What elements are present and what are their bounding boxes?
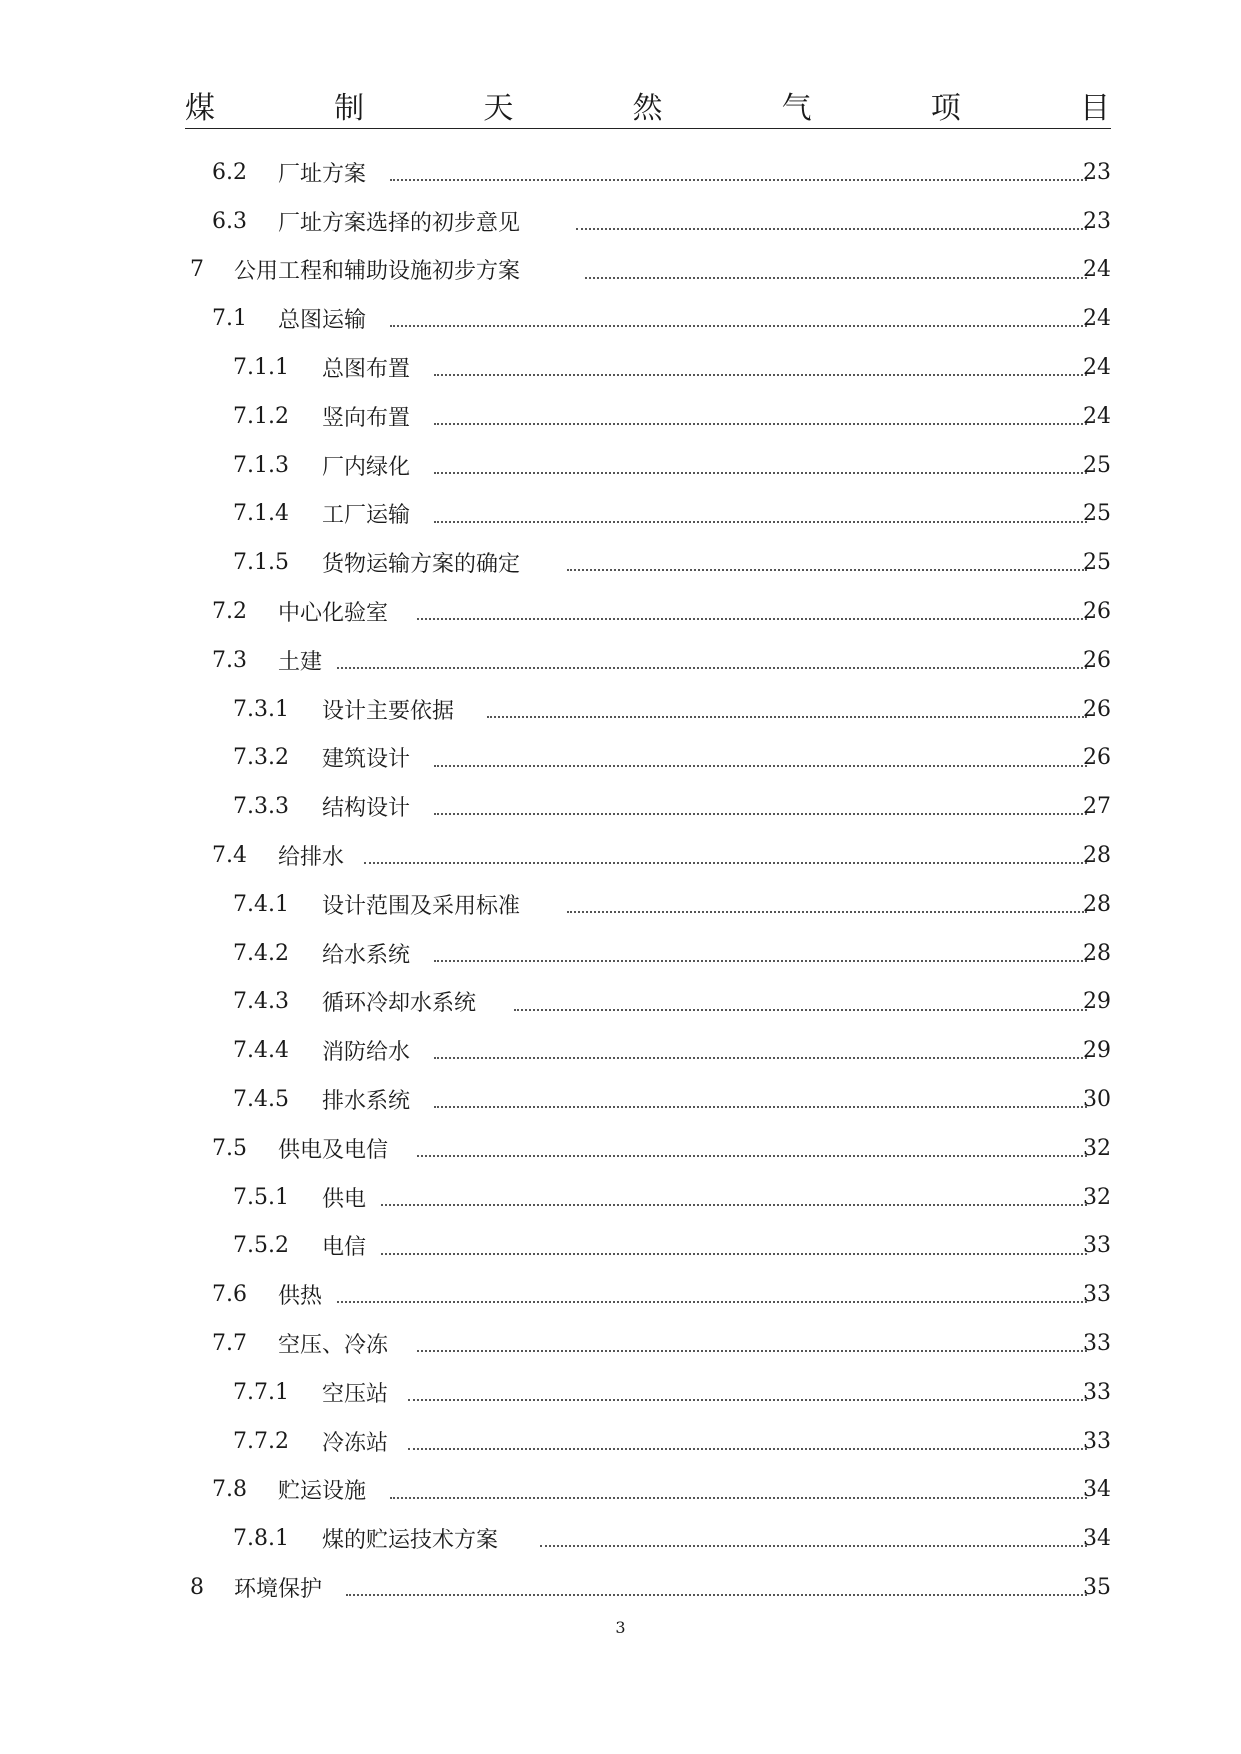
toc-entry[interactable] xyxy=(0,1466,1241,1515)
toc-entry[interactable] xyxy=(0,1173,1241,1222)
toc-entry-title: 消防给水 xyxy=(322,1040,411,1066)
toc-entry-number: 7.7.2 xyxy=(233,1428,289,1454)
toc-entry-title: 总图布置 xyxy=(322,357,411,383)
toc-entry-number: 7.2 xyxy=(212,599,247,625)
toc-entry-page: 23 xyxy=(1083,159,1111,185)
toc-entry-number: 7.3 xyxy=(212,647,247,673)
toc-entry-title: 结构设计 xyxy=(322,796,411,822)
toc-entry[interactable] xyxy=(0,782,1241,831)
toc-entry-number: 7.8 xyxy=(212,1477,247,1503)
toc-entry-page: 33 xyxy=(1083,1233,1111,1259)
toc-entry[interactable] xyxy=(0,1417,1241,1466)
toc-dot-leader xyxy=(408,1448,1088,1450)
toc-dot-leader xyxy=(346,1594,1087,1596)
toc-entry-page: 25 xyxy=(1083,452,1111,478)
header-char: 项 xyxy=(930,91,961,126)
toc-entry[interactable] xyxy=(0,1270,1241,1319)
page-number: 3 xyxy=(615,1618,626,1637)
toc-entry-title: 空压、冷冻 xyxy=(278,1333,389,1359)
toc-entry-page: 28 xyxy=(1083,891,1111,917)
toc-entry-number: 7.8.1 xyxy=(233,1526,289,1552)
toc-dot-leader xyxy=(434,374,1087,376)
toc-entry[interactable] xyxy=(0,685,1241,734)
toc-entry-title: 厂址方案 xyxy=(278,161,367,187)
toc-entry-page: 26 xyxy=(1083,599,1111,625)
toc-entry[interactable] xyxy=(0,538,1241,587)
header-rule xyxy=(185,128,1111,129)
toc-entry-page: 28 xyxy=(1083,843,1111,869)
toc-dot-leader xyxy=(567,911,1088,913)
toc-entry-page: 29 xyxy=(1083,1038,1111,1064)
toc-entry-number: 7.3.1 xyxy=(233,696,289,722)
toc-dot-leader xyxy=(390,179,1087,181)
toc-dot-leader xyxy=(417,618,1088,620)
toc-entry-number: 7.6 xyxy=(212,1282,247,1308)
toc-entry-number: 7.5 xyxy=(212,1135,247,1161)
toc-entry-number: 7 xyxy=(190,257,204,283)
toc-entry-page: 30 xyxy=(1083,1087,1111,1113)
toc-dot-leader xyxy=(434,1106,1087,1108)
toc-dot-leader xyxy=(390,1497,1087,1499)
running-header xyxy=(185,83,1110,127)
toc-entry-title: 贮运设施 xyxy=(278,1479,367,1505)
toc-entry-page: 33 xyxy=(1083,1331,1111,1357)
toc-entry-title: 公用工程和辅助设施初步方案 xyxy=(234,259,521,285)
toc-dot-leader xyxy=(434,521,1087,523)
toc-dot-leader xyxy=(390,325,1087,327)
header-char: 然 xyxy=(632,91,663,126)
toc-entry[interactable] xyxy=(0,1124,1241,1173)
toc-entry-page: 28 xyxy=(1083,940,1111,966)
toc-entry-number: 7.4.5 xyxy=(233,1087,289,1113)
toc-entry-title: 循环冷却水系统 xyxy=(322,991,477,1017)
toc-entry-number: 7.1.3 xyxy=(233,452,289,478)
toc-entry-number: 7.4.2 xyxy=(233,940,289,966)
toc-entry[interactable] xyxy=(0,441,1241,490)
toc-entry[interactable] xyxy=(0,587,1241,636)
toc-entry[interactable] xyxy=(0,831,1241,880)
toc-dot-leader xyxy=(337,667,1087,669)
toc-entry-number: 7.1.1 xyxy=(233,355,289,381)
toc-entry-number: 7.4 xyxy=(212,843,247,869)
toc-entry-title: 竖向布置 xyxy=(322,405,411,431)
header-char: 制 xyxy=(334,91,365,126)
toc-entry[interactable] xyxy=(0,246,1241,295)
toc-dot-leader xyxy=(417,1155,1088,1157)
toc-entry[interactable] xyxy=(0,197,1241,246)
toc-entry-page: 24 xyxy=(1083,403,1111,429)
table-of-contents xyxy=(0,148,1241,1612)
toc-dot-leader xyxy=(408,1399,1088,1401)
header-char: 目 xyxy=(1079,91,1110,126)
toc-entry-title: 煤的贮运技术方案 xyxy=(322,1528,499,1554)
toc-entry-page: 33 xyxy=(1083,1282,1111,1308)
toc-entry-page: 35 xyxy=(1083,1575,1111,1600)
toc-entry-title: 冷冻站 xyxy=(322,1430,389,1456)
toc-entry-page: 33 xyxy=(1083,1379,1111,1405)
toc-entry[interactable] xyxy=(0,294,1241,343)
toc-entry-page: 24 xyxy=(1083,306,1111,332)
toc-entry-number: 7.1.2 xyxy=(233,403,289,429)
toc-dot-leader xyxy=(585,277,1088,279)
toc-dot-leader xyxy=(540,1545,1087,1547)
toc-entry-number: 8 xyxy=(190,1575,204,1600)
toc-dot-leader xyxy=(434,1057,1087,1059)
toc-entry[interactable] xyxy=(0,734,1241,783)
toc-dot-leader xyxy=(434,423,1087,425)
toc-entry-number: 7.3.2 xyxy=(233,745,289,771)
toc-entry-number: 7.4.1 xyxy=(233,891,289,917)
toc-entry-title: 供电及电信 xyxy=(278,1137,389,1163)
toc-entry-number: 7.7.1 xyxy=(233,1379,289,1405)
toc-entry[interactable] xyxy=(0,1222,1241,1271)
toc-entry-page: 29 xyxy=(1083,989,1111,1015)
toc-entry-page: 27 xyxy=(1083,794,1111,820)
toc-dot-leader xyxy=(434,813,1087,815)
toc-entry-number: 7.7 xyxy=(212,1331,247,1357)
toc-dot-leader xyxy=(381,1204,1087,1206)
toc-dot-leader xyxy=(576,228,1088,230)
toc-entry-page: 23 xyxy=(1083,208,1111,234)
toc-entry-number: 6.3 xyxy=(212,208,247,234)
toc-entry-number: 7.1 xyxy=(212,306,247,332)
toc-entry[interactable] xyxy=(0,1514,1241,1563)
toc-entry-title: 中心化验室 xyxy=(278,601,389,627)
toc-entry-page: 32 xyxy=(1083,1184,1111,1210)
toc-entry-title: 厂内绿化 xyxy=(322,454,411,480)
toc-entry-page: 34 xyxy=(1083,1526,1111,1552)
toc-entry-number: 7.3.3 xyxy=(233,794,289,820)
toc-entry[interactable] xyxy=(0,490,1241,539)
toc-dot-leader xyxy=(337,1301,1087,1303)
toc-entry[interactable] xyxy=(0,929,1241,978)
toc-entry[interactable] xyxy=(0,1319,1241,1368)
toc-entry-number: 7.4.3 xyxy=(233,989,289,1015)
toc-entry[interactable] xyxy=(0,636,1241,685)
toc-entry-page: 25 xyxy=(1083,501,1111,527)
toc-entry-page: 26 xyxy=(1083,647,1111,673)
toc-entry-page: 26 xyxy=(1083,745,1111,771)
toc-dot-leader xyxy=(487,716,1087,718)
toc-entry-title: 给水系统 xyxy=(322,942,411,968)
toc-dot-leader xyxy=(417,1350,1088,1352)
toc-dot-leader xyxy=(434,765,1087,767)
toc-entry-title: 设计主要依据 xyxy=(322,698,455,724)
toc-entry-page: 34 xyxy=(1083,1477,1111,1503)
toc-entry[interactable] xyxy=(0,880,1241,929)
toc-dot-leader xyxy=(381,1253,1087,1255)
toc-entry-title: 厂址方案选择的初步意见 xyxy=(278,210,521,236)
toc-entry-title: 空压站 xyxy=(322,1381,389,1407)
toc-entry-title: 环境保护 xyxy=(234,1577,323,1602)
toc-entry-title: 总图运输 xyxy=(278,308,367,334)
toc-entry[interactable] xyxy=(0,148,1241,197)
header-char: 煤 xyxy=(185,91,215,126)
toc-entry-number: 6.2 xyxy=(212,159,247,185)
toc-entry-title: 工厂运输 xyxy=(322,503,411,529)
toc-entry-title: 设计范围及采用标准 xyxy=(322,893,521,919)
toc-entry[interactable] xyxy=(0,1026,1241,1075)
toc-entry-title: 电信 xyxy=(322,1235,367,1261)
toc-entry-page: 24 xyxy=(1083,355,1111,381)
toc-entry-number: 7.5.1 xyxy=(233,1184,289,1210)
toc-dot-leader xyxy=(514,1009,1088,1011)
toc-dot-leader xyxy=(434,472,1087,474)
toc-entry-page: 32 xyxy=(1083,1135,1111,1161)
toc-entry[interactable] xyxy=(0,1563,1241,1612)
toc-entry-number: 7.4.4 xyxy=(233,1038,289,1064)
toc-entry-title: 供热 xyxy=(278,1284,323,1310)
toc-dot-leader xyxy=(364,862,1088,864)
toc-entry-number: 7.1.4 xyxy=(233,501,289,527)
toc-entry-title: 给排水 xyxy=(278,845,345,871)
toc-entry-page: 24 xyxy=(1083,257,1111,283)
toc-entry-page: 26 xyxy=(1083,696,1111,722)
toc-entry[interactable] xyxy=(0,1368,1241,1417)
toc-entry-page: 25 xyxy=(1083,550,1111,576)
toc-entry-title: 供电 xyxy=(322,1186,367,1212)
toc-entry[interactable] xyxy=(0,978,1241,1027)
toc-dot-leader xyxy=(567,569,1088,571)
toc-entry-title: 土建 xyxy=(278,649,323,675)
header-char: 天 xyxy=(483,91,514,126)
toc-entry-number: 7.1.5 xyxy=(233,550,289,576)
toc-entry[interactable] xyxy=(0,392,1241,441)
toc-entry[interactable] xyxy=(0,343,1241,392)
toc-entry-number: 7.5.2 xyxy=(233,1233,289,1259)
toc-entry[interactable] xyxy=(0,1075,1241,1124)
toc-entry-page: 33 xyxy=(1083,1428,1111,1454)
toc-dot-leader xyxy=(434,960,1087,962)
header-char: 气 xyxy=(781,91,812,126)
toc-entry-title: 排水系统 xyxy=(322,1089,411,1115)
toc-entry-title: 货物运输方案的确定 xyxy=(322,552,521,578)
toc-entry-title: 建筑设计 xyxy=(322,747,411,773)
